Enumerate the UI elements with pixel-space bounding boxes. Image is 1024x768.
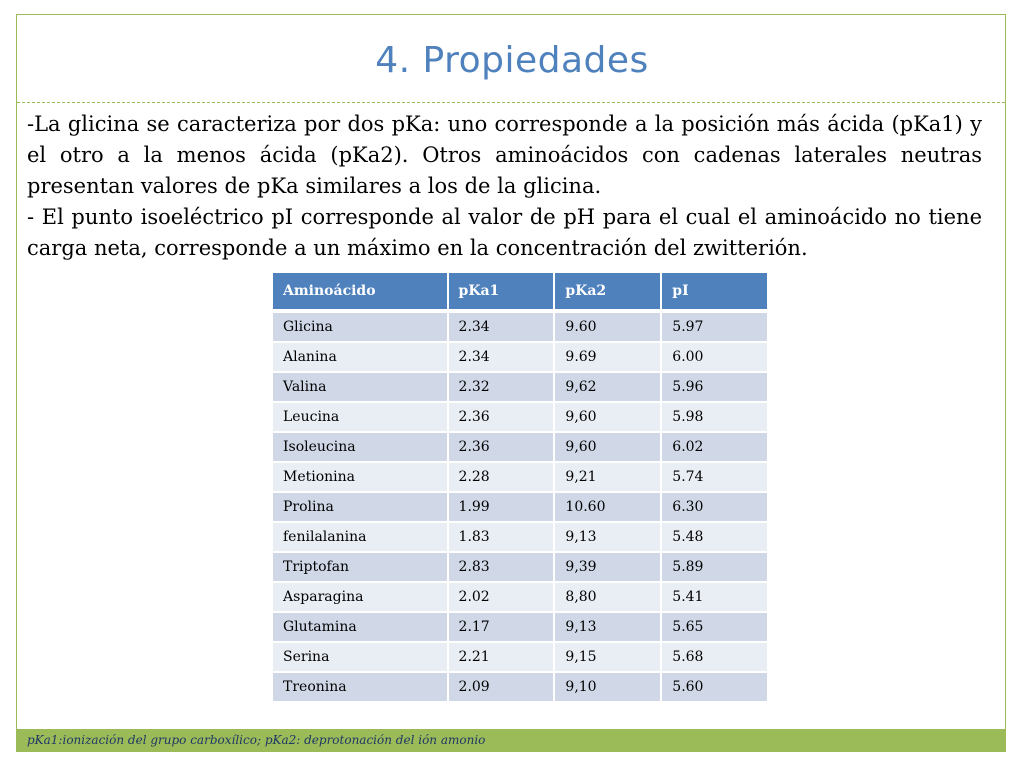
cell-pka1: 2.32 [448, 372, 555, 402]
cell-pka2: 9,21 [554, 462, 661, 492]
header-pi: pI [661, 272, 768, 312]
cell-pka1: 1.99 [448, 492, 555, 522]
cell-pi: 6.00 [661, 342, 768, 372]
table-row [272, 372, 768, 402]
cell-pi: 5.89 [661, 552, 768, 582]
table-body [272, 312, 768, 702]
table-row [272, 582, 768, 612]
cell-aminoacido: fenilalanina [272, 522, 448, 552]
cell-pka2: 9,13 [554, 612, 661, 642]
cell-pi: 5.41 [661, 582, 768, 612]
cell-pka2: 9.69 [554, 342, 661, 372]
cell-pi: 5.68 [661, 642, 768, 672]
cell-pka2: 9.60 [554, 312, 661, 342]
cell-pi: 5.74 [661, 462, 768, 492]
cell-pi: 5.48 [661, 522, 768, 552]
header-pka1: pKa1 [448, 272, 555, 312]
cell-pi: 5.60 [661, 672, 768, 702]
cell-pi: 5.97 [661, 312, 768, 342]
cell-aminoacido: Isoleucina [272, 432, 448, 462]
table-row [272, 492, 768, 522]
cell-pka1: 2.36 [448, 402, 555, 432]
table-header-row [272, 272, 768, 312]
paragraph-pi: - El punto isoeléctrico pI corresponde al valor de pH para el cual el aminoácido no tiene carga neta, corresponde a un máximo en la concentración del zwitterión. [27, 205, 982, 260]
table-row [272, 402, 768, 432]
cell-pka2: 9,15 [554, 642, 661, 672]
table-row [272, 642, 768, 672]
cell-pka1: 2.17 [448, 612, 555, 642]
table-row [272, 312, 768, 342]
cell-aminoacido: Glicina [272, 312, 448, 342]
table-row [272, 432, 768, 462]
cell-pi: 6.30 [661, 492, 768, 522]
cell-aminoacido: Metionina [272, 462, 448, 492]
cell-aminoacido: Prolina [272, 492, 448, 522]
cell-pka2: 9,62 [554, 372, 661, 402]
cell-aminoacido: Triptofan [272, 552, 448, 582]
cell-aminoacido: Leucina [272, 402, 448, 432]
title-divider [17, 102, 1005, 103]
cell-pka1: 2.28 [448, 462, 555, 492]
table-row [272, 672, 768, 702]
cell-aminoacido: Valina [272, 372, 448, 402]
cell-aminoacido: Glutamina [272, 612, 448, 642]
cell-pka1: 2.21 [448, 642, 555, 672]
table-row [272, 462, 768, 492]
cell-pka1: 2.83 [448, 552, 555, 582]
cell-pka1: 1.83 [448, 522, 555, 552]
paragraph-pka: -La glicina se caracteriza por dos pKa: uno corresponde a la posición más ácida (pKa1) y el otro a la menos ácida (pKa2). Otros aminoácidos con cadenas laterales neutras presentan valores de pKa similares a los de la glicina. [27, 112, 982, 198]
cell-pka2: 9,39 [554, 552, 661, 582]
cell-pka1: 2.02 [448, 582, 555, 612]
footnote: pKa1:ionización del grupo carboxílico; pKa2: deprotonación del ión amonio [27, 733, 486, 747]
header-pka2: pKa2 [554, 272, 661, 312]
cell-pi: 5.96 [661, 372, 768, 402]
cell-aminoacido: Alanina [272, 342, 448, 372]
cell-pka2: 9,13 [554, 522, 661, 552]
cell-aminoacido: Asparagina [272, 582, 448, 612]
cell-pi: 6.02 [661, 432, 768, 462]
table-row [272, 342, 768, 372]
cell-pka2: 9,60 [554, 432, 661, 462]
cell-pi: 5.98 [661, 402, 768, 432]
cell-pka1: 2.09 [448, 672, 555, 702]
cell-aminoacido: Treonina [272, 672, 448, 702]
cell-pka1: 2.34 [448, 342, 555, 372]
header-aminoacido: Aminoácido [272, 272, 448, 312]
cell-pka1: 2.34 [448, 312, 555, 342]
cell-pka1: 2.36 [448, 432, 555, 462]
cell-pka2: 9,60 [554, 402, 661, 432]
table-row [272, 552, 768, 582]
slide-title: 4. Propiedades [375, 40, 649, 81]
amino-acid-table [272, 272, 768, 702]
cell-pi: 5.65 [661, 612, 768, 642]
cell-pka2: 8,80 [554, 582, 661, 612]
slide-body [27, 109, 982, 264]
cell-pka2: 10.60 [554, 492, 661, 522]
table-row [272, 612, 768, 642]
cell-aminoacido: Serina [272, 642, 448, 672]
cell-pka2: 9,10 [554, 672, 661, 702]
table-row [272, 522, 768, 552]
